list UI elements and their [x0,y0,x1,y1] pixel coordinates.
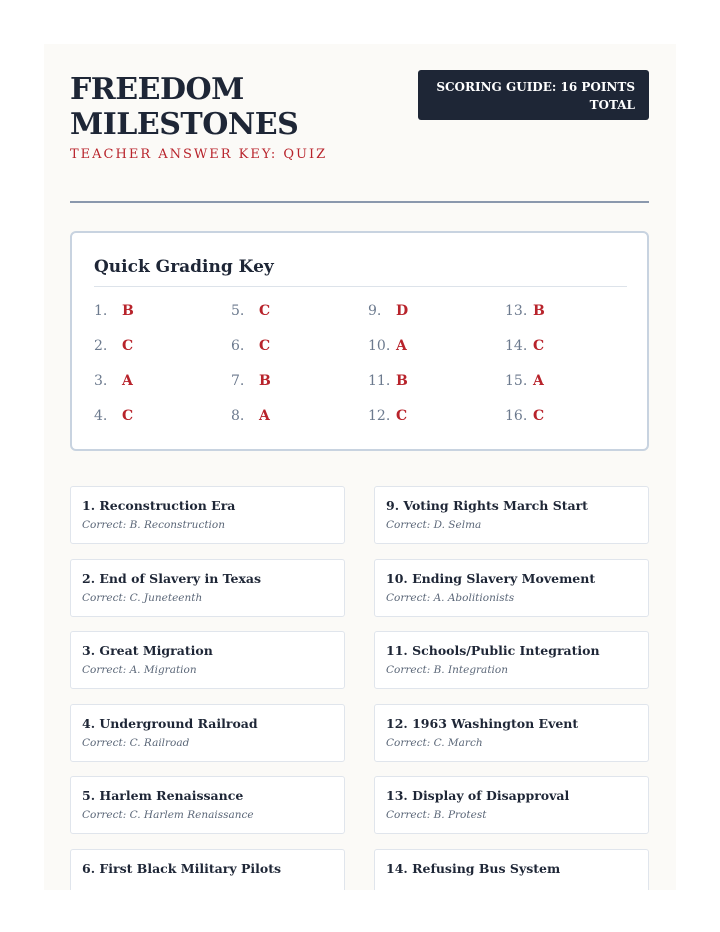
key-item-answer: A [122,373,133,389]
question-title: 4. Underground Railroad [82,716,258,731]
key-item-number: 2. [94,338,108,354]
key-divider [94,286,627,287]
key-item-answer: D [396,303,409,319]
key-item [231,338,361,360]
key-item [231,373,361,395]
key-item-answer: C [122,338,134,354]
key-item-number: 12. [368,408,391,424]
key-item-answer: C [533,338,545,354]
question-card [374,486,649,544]
question-card [70,631,345,689]
key-item [505,303,635,325]
question-card [374,559,649,617]
key-item-number: 16. [505,408,528,424]
key-item-answer: B [122,303,134,319]
question-card [70,704,345,762]
key-item [505,338,635,360]
key-item-number: 7. [231,373,245,389]
question-title: 11. Schools/Public Integration [386,643,600,658]
key-item-number: 1. [94,303,108,319]
key-item-number: 11. [368,373,391,389]
question-title: 10. Ending Slavery Movement [386,571,596,586]
key-item-number: 10. [368,338,391,354]
key-item-number: 8. [231,408,245,424]
question-title: 2. End of Slavery in Texas [82,571,262,586]
key-item [94,338,224,360]
key-item [94,408,224,430]
question-answer: Correct: C. Harlem Renaissance [82,809,254,821]
key-item-answer: B [396,373,408,389]
key-item [368,373,498,395]
question-title: 5. Harlem Renaissance [82,788,244,803]
scoring-guide-line-1: SCORING GUIDE: 16 POINTS [436,80,635,94]
key-item-number: 3. [94,373,108,389]
question-answer: Correct: D. Selma [386,519,482,531]
question-answer: Correct: C. March [386,737,483,749]
key-item-answer: C [122,408,134,424]
question-title: 3. Great Migration [82,643,213,658]
key-item-number: 14. [505,338,528,354]
key-item-number: 6. [231,338,245,354]
question-card [70,776,345,834]
question-card [70,849,345,890]
key-item-number: 9. [368,303,382,319]
quick-grading-key-title: Quick Grading Key [94,257,274,277]
question-answer: Correct: C. Juneteenth [82,592,203,604]
key-item [505,373,635,395]
question-card [70,559,345,617]
question-answer: Correct: B. Integration [386,664,508,676]
question-title: 12. 1963 Washington Event [386,716,579,731]
key-item-answer: C [396,408,408,424]
question-card [70,486,345,544]
key-item-answer: B [259,373,271,389]
page-subtitle: TEACHER ANSWER KEY: QUIZ [70,147,328,162]
question-title: 9. Voting Rights March Start [386,498,588,513]
question-card [374,849,649,890]
key-item [368,338,498,360]
key-item-answer: A [533,373,544,389]
question-card [374,776,649,834]
question-card [374,704,649,762]
key-item-number: 13. [505,303,528,319]
title-line-2: MILESTONES [70,107,299,142]
key-item [231,303,361,325]
question-answer: Correct: A. Migration [82,664,197,676]
key-item-number: 5. [231,303,245,319]
question-title: 13. Display of Disapproval [386,788,570,803]
key-item-number: 15. [505,373,528,389]
question-title: 14. Refusing Bus System [386,861,561,876]
header-divider [70,201,649,203]
key-item-answer: C [259,303,271,319]
answer-key-page [44,44,676,890]
key-item-answer: C [533,408,545,424]
key-item [231,408,361,430]
scoring-guide-badge [418,70,649,120]
question-card [374,631,649,689]
quick-grading-key-card [70,231,649,451]
question-answer: Correct: C. Railroad [82,737,190,749]
key-item [94,303,224,325]
question-title: 6. First Black Military Pilots [82,861,282,876]
question-title: 1. Reconstruction Era [82,498,236,513]
key-item-answer: C [259,338,271,354]
question-answer: Correct: B. Protest [386,809,487,821]
key-item-answer: B [533,303,545,319]
key-item-answer: A [396,338,407,354]
scoring-guide-line-2: TOTAL [589,98,635,112]
page-title [70,72,298,142]
title-line-1: FREEDOM [70,72,244,107]
question-answer: Correct: B. Reconstruction [82,519,225,531]
key-item [94,373,224,395]
key-item [368,303,498,325]
question-answer: Correct: A. Abolitionists [386,592,515,604]
key-item-number: 4. [94,408,108,424]
key-item [368,408,498,430]
key-item-answer: A [259,408,270,424]
key-item [505,408,635,430]
